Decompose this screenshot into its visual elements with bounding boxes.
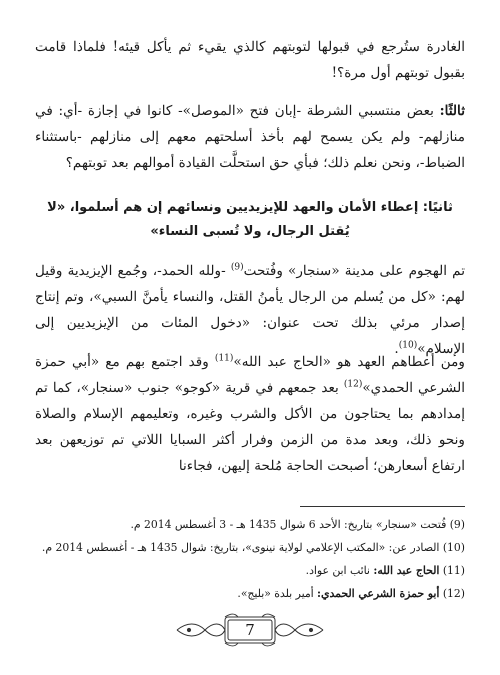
page-number: 7 [245,621,255,639]
footnote-10 [35,536,465,559]
paragraph-text: ومن أعطاهم العهد هو «الحاج عبد الله» [233,354,465,370]
footnote-9 [35,513,465,536]
footnote-number: (9) [449,518,465,531]
footnote-ref-12[interactable]: (12) [343,379,363,390]
footnote-label: الحاج عبد الله: [373,564,440,577]
paragraph-text: -ولله الحمد-، وجُمع الإيزيدية وقيل لهم: «كل من يُسلم من الرجال يأمنُ القتل، والنساء يأمنَّ السبي»، وتم إنتاج إصدار مرئي بذلك تحت عنوان: «دخول المئات من الإيزيديين إلى الإسلام» [35,263,465,357]
footnote-text: أمير بلدة «بليج». [237,587,318,600]
paragraph-sinjar [35,258,465,362]
footnote-text: نائب ابن عواد. [305,564,374,577]
footnote-ref-9[interactable]: (9) [230,262,244,273]
footnote-ref-10[interactable]: (10) [398,340,418,351]
paragraph-continued [35,34,465,86]
footnote-12 [35,582,465,605]
paragraph-third-point [35,98,465,176]
footnote-11 [35,559,465,582]
footnote-text: فُتحت «سنجار» بتاريخ: الأحد 6 شوال 1435 هـ - 3 أغسطس 2014 م. [130,518,447,531]
footnote-text: الصادر عن: «المكتب الإعلامي لولاية نينوى»، بتاريخ: شوال 1435 هـ - أغسطس 2014 م. [41,541,440,554]
footnotes [35,513,465,605]
section-heading: ثانيًا: إعطاء الأمان والعهد للإيزيديين ونسائهم إن هم أسلموا، «لا يُقتل الرجال، ولا تُسبى النساء» [47,200,453,239]
paragraph-text: بعض منتسبي الشرطة -إبان فتح «الموصل»- كانوا في إجازة -أي: في منازلهم- ولم يكن يسمح لهم بأخذ أسلحتهم معهم إلى منازلهم -باستثناء الضباط-، ونحن نعلم ذلك؛ فبأي حق استحلَّت القيادة أموالهم بعد توبتهم؟ [35,103,465,171]
paragraph-text: بعد جمعهم في قرية «كوجو» جنوب «سنجار»، كما تم إمدادهم بما يحتاجون من الأكل والشرب وغيره، وتعليمهم الإسلام والصلاة ونحو ذلك، وبعد مدة من الزمن وفرار أكثر السبايا اللاتي تم توزيعهن بعد ارتفاع أسعارهن؛ أصبحت الحاجة مُلحة إليهن، فجاءنا [35,380,465,474]
footnote-ref-11[interactable]: (11) [214,353,234,364]
paragraph-text: الغادرة ستُرجع في قبولها لتوبتهم كالذي يقيء ثم يأكل قيئه! فلماذا قامت بقبول توبتهم أول مرة؟! [35,39,465,81]
paragraph-covenant [35,349,465,479]
footnote-label: أبو حمزة الشرعي الحمدي: [317,587,440,600]
footnote-number: (12) [442,587,465,600]
footnote-number: (10) [442,541,465,554]
paragraph-text: وقد اجتمع بهم مع «أبي حمزة الشرعي الحمدي» [35,354,466,396]
point-label: ثالثًا: [439,103,465,119]
footnote-separator [300,506,465,507]
footnote-number: (11) [442,564,465,577]
paragraph-text: . [394,341,399,357]
paragraph-text: تم الهجوم على مدينة «سنجار» وفُتحت [243,263,465,279]
